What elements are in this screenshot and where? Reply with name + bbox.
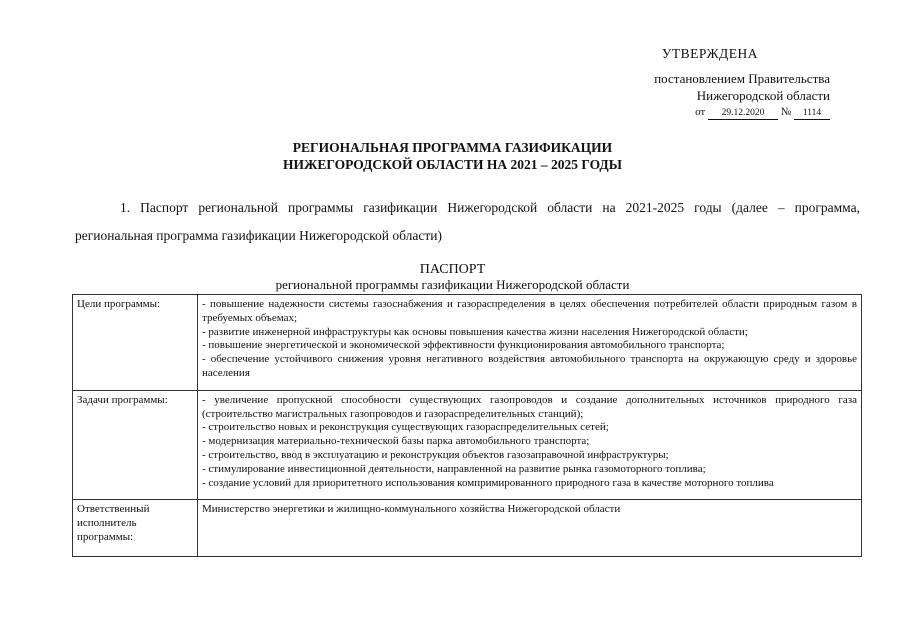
decree-date: 29.12.2020 <box>708 107 778 120</box>
decree-date-line <box>570 104 830 121</box>
row-label: Задачи программы: <box>73 390 198 500</box>
table-row-goals <box>73 295 862 391</box>
approved-label: УТВЕРЖДЕНА <box>661 46 758 61</box>
decree-reference <box>570 70 830 121</box>
row-label: Ответственный исполнитель программы: <box>73 500 198 557</box>
list-item: - строительство, ввод в эксплуатацию и реконструкция объектов газозаправочной инфраструктуры; <box>202 448 669 461</box>
list-item: - строительство новых и реконструкция существующих газораспределительных сетей; <box>202 421 609 434</box>
row-content <box>198 390 862 500</box>
list-item: - обеспечение устойчивого снижения уровня негативного воздействия автомобильного транспорта на окружающую среду и здоровье населения <box>202 353 857 379</box>
number-sign: № <box>780 106 792 118</box>
list-item: - развитие инженерной инфраструктуры как основы повышения качества жизни населения Нижегородской области; <box>202 325 748 338</box>
list-item: - создание условий для приоритетного использования компримированного природного газа в качестве моторного топлива <box>202 476 774 489</box>
title-line-1: РЕГИОНАЛЬНАЯ ПРОГРАММА ГАЗИФИКАЦИИ <box>292 140 613 155</box>
row-content <box>198 295 862 391</box>
passport-heading: ПАСПОРТ <box>419 262 486 277</box>
passport-subheading: региональной программы газификации Нижегородской области <box>275 277 630 292</box>
row-content <box>198 500 862 557</box>
decree-line-2: Нижегородской области <box>696 88 830 103</box>
list-item: Министерство энергетики и жилищно-коммунального хозяйства Нижегородской области <box>202 503 621 516</box>
table-row-responsible <box>73 500 862 557</box>
list-item: - увеличение пропускной способности существующих газопроводов и создание дополнительных источников природного газа (строительство магистральных газопроводов и газораспределительных станций); <box>202 393 857 420</box>
from-label: от <box>695 106 706 118</box>
intro-paragraph: 1. Паспорт региональной программы газификации Нижегородской области на 2021-2025 годы (далее – программа, региональная программа газификации Нижегородской области) <box>75 200 860 243</box>
list-item: - повышение энергетической и экономической эффективности функционирования автомобильного транспорта; <box>202 339 725 352</box>
list-item: - повышение надежности системы газоснабжения и газораспределения в целях обеспечения потребителей области природным газом в требуемых объемах; <box>202 298 857 324</box>
decree-number: 1114 <box>794 107 830 120</box>
decree-line-1: постановлением Правительства <box>654 71 830 86</box>
row-label: Цели программы: <box>73 295 198 391</box>
document-title <box>0 139 905 173</box>
passport-table <box>72 294 862 557</box>
table-row-tasks <box>73 390 862 500</box>
list-item: - модернизация материально-технической базы парка автомобильного транспорта; <box>202 435 590 448</box>
title-line-2: НИЖЕГОРОДСКОЙ ОБЛАСТИ НА 2021 – 2025 ГОДЫ <box>283 157 622 172</box>
list-item: - стимулирование инвестиционной деятельности, направленной на развитие рынка газомоторного топлива; <box>202 462 706 475</box>
